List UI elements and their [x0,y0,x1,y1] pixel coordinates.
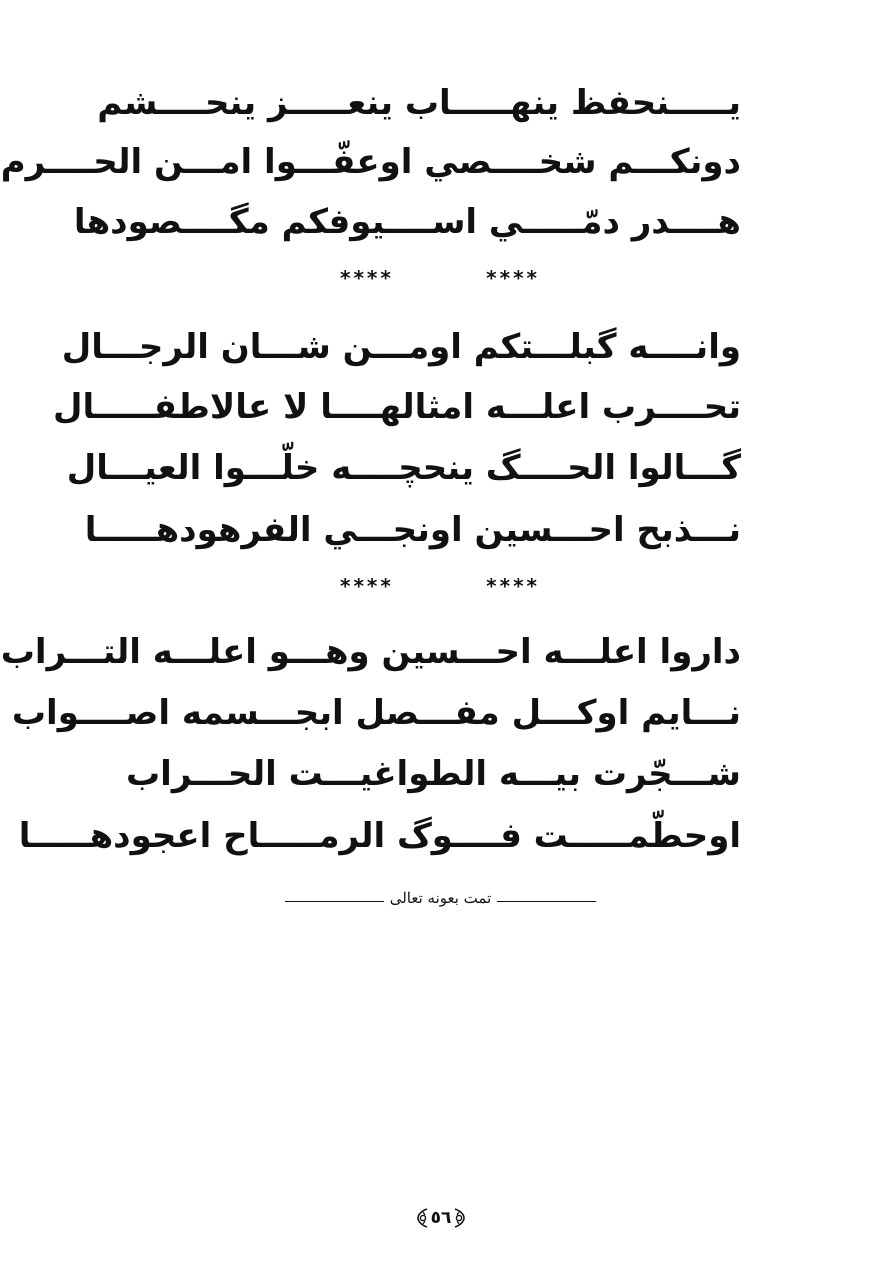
separator-stars-right: **** [486,574,540,598]
verse-line-7: نـــذبح احـــسين اونجـــي الفرهودهـــــا [84,510,741,550]
stanza-separator-2 [340,574,540,598]
verse-line-5: تحــــرب اعلـــه امثالهــــا لا عالاطفـــــال [53,387,741,427]
ending-text: تمت بعونه تعالى [389,889,492,907]
verse-line-10: شـــجّرت بيـــه الطواغيـــت الحـــراب [126,754,741,794]
stanza-separator-1 [340,266,540,290]
page-number-text: ٥٦ [430,1208,452,1228]
verse-line-8: داروا اعلـــه احـــسين وهـــو اعلـــه التـــراب [0,632,741,672]
ornament-right-icon [453,1207,467,1229]
verse-line-4: وانــــه گبلـــتكم اومـــن شـــان الرجـــال [61,327,741,367]
verse-line-9: نـــايم اوكـــل مفـــصل ابجـــسمه اصــــواب [11,693,741,733]
page-number [409,1203,473,1233]
verse-line-2: دونكـــم شخــــصي اوعفّـــوا امـــن الحــــرم [0,142,741,182]
ornament-left-icon [415,1207,429,1229]
verse-line-3: هــــدر دمّـــــي اســــيوفكم مگــــصودها [73,202,741,242]
verse-line-1: يـــــنحفظ ينهـــــاب ينعـــــز ينحــــشم [97,83,741,123]
verse-line-11: اوحطّمـــــت فــــوگ الرمـــــاح اعجودهـــــا [18,816,741,856]
separator-stars-left: **** [340,266,394,290]
ending-rule-right [497,901,596,902]
verse-line-6: گـــالوا الحــــگ ينحچــــه خلّـــوا العيـــال [66,448,741,488]
separator-stars-left: **** [340,574,394,598]
ending-rule-left [285,901,384,902]
ending-line [285,886,596,910]
separator-stars-right: **** [486,266,540,290]
